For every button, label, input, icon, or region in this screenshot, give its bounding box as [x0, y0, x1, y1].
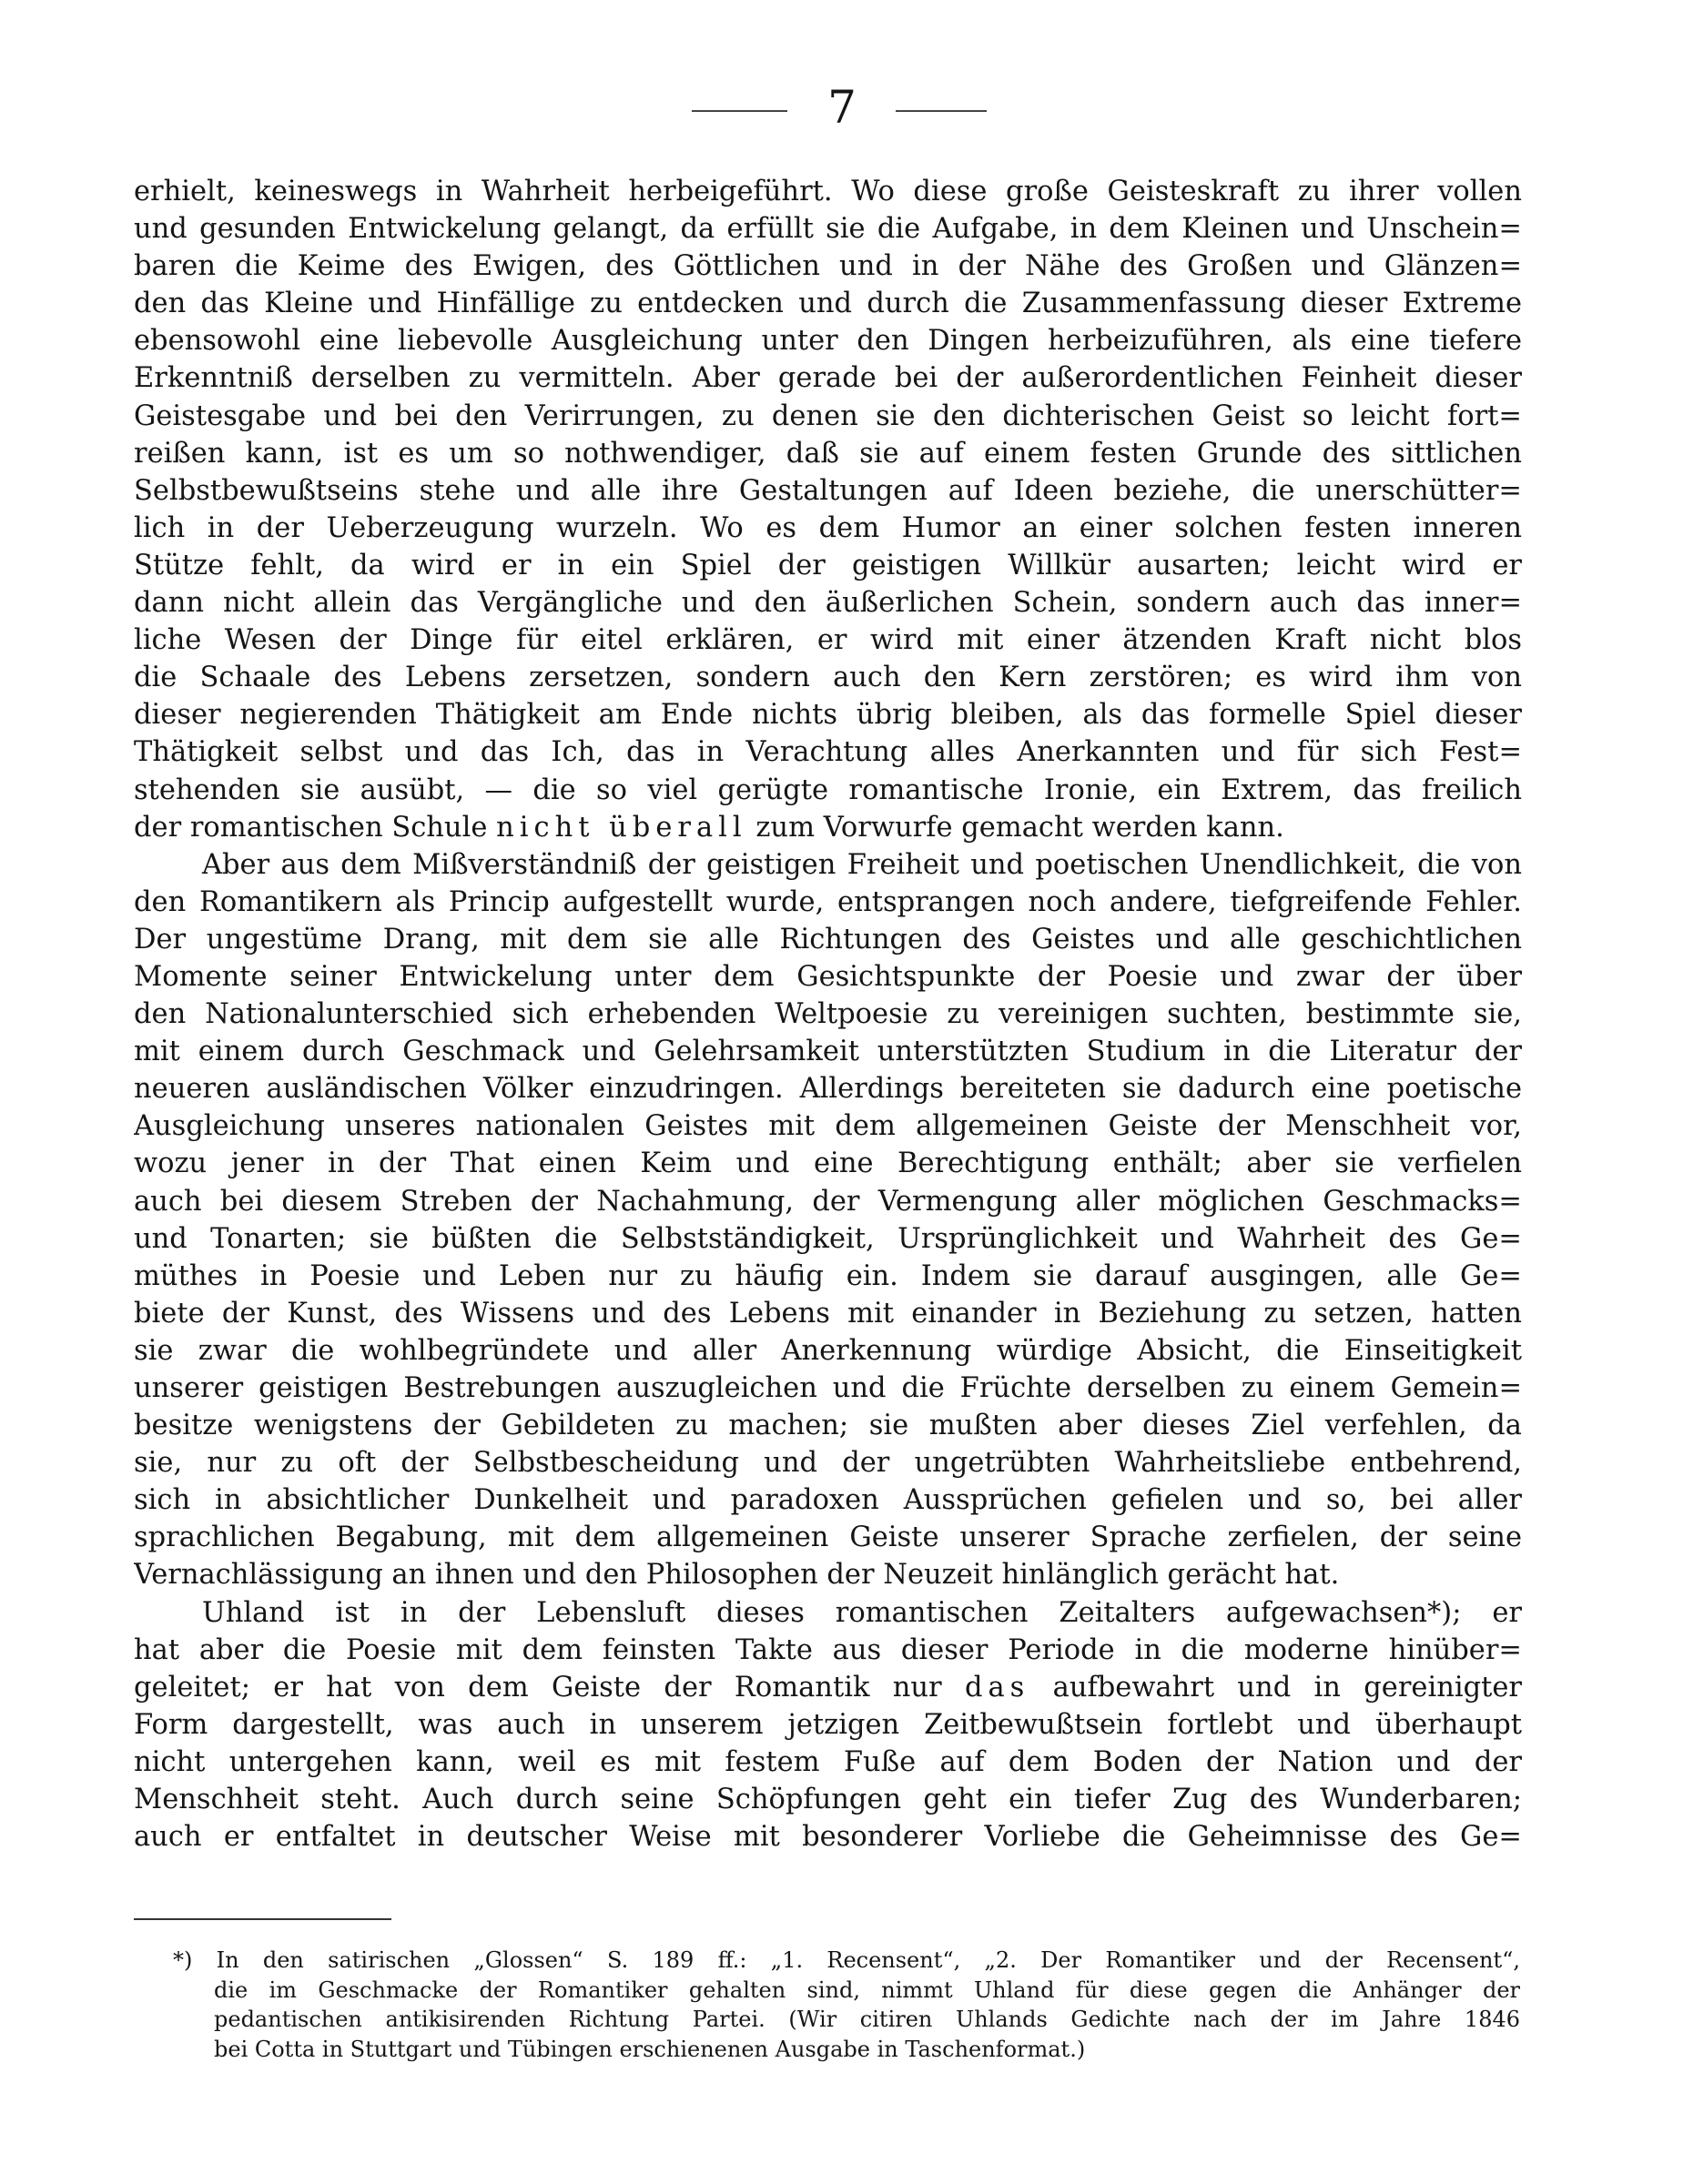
text-line: sie zwar die wohlbegründete und aller Anerkennung würdige Absicht, die Einseitigkeit	[134, 1334, 1522, 1367]
text-line: mit einem durch Geschmack und Gelehrsamkeit unterstützten Studium in die Literatur der	[134, 1036, 1522, 1068]
text-line: Erkenntniß derselben zu vermitteln. Aber gerade bei der außerordentlichen Feinheit dieser	[134, 362, 1522, 395]
text-line: Der ungestüme Drang, mit dem sie alle Richtungen des Geistes und alle geschichtlichen	[134, 923, 1522, 956]
footnote-line: pedantischen antikisirenden Richtung Partei. (Wir citiren Uhlands Gedichte nach der im Jahre 1846	[214, 2007, 1520, 2033]
text-line: neueren ausländischen Völker einzudringen. Allerdings bereiteten sie dadurch eine poetische	[134, 1073, 1522, 1106]
text-line: lich in der Ueberzeugung wurzeln. Wo es dem Humor an einer solchen festen inneren	[134, 511, 1522, 544]
footnote-divider	[134, 1918, 391, 1920]
header-rule-right	[896, 110, 987, 112]
text-line: Menschheit steht. Auch durch seine Schöpfungen geht ein tiefer Zug des Wunderbaren;	[134, 1784, 1522, 1816]
text-line: besitze wenigstens der Gebildeten zu machen; sie mußten aber dieses Ziel verfehlen, da	[134, 1410, 1522, 1442]
text-line: die Schaale des Lebens zersetzen, sondern auch den Kern zerstören; es wird ihm von	[134, 662, 1522, 694]
header-rule-left	[692, 110, 787, 112]
text-line: Uhland ist in der Lebensluft dieses romantischen Zeitalters aufgewachsen*); er	[202, 1596, 1522, 1629]
text-line: hat aber die Poesie mit dem feinsten Takte aus dieser Periode in die moderne hinüber=	[134, 1633, 1522, 1666]
text-line: reißen kann, ist es um so nothwendiger, daß sie auf einem festen Grunde des sittlichen	[134, 437, 1522, 470]
text-line: Vernachlässigung an ihnen und den Philosophen der Neuzeit hinlänglich gerächt hat.	[134, 1559, 1340, 1592]
text-segment: aufbewahrt und in gereinigter	[1029, 1671, 1522, 1704]
text-segment: der romantischen Schule	[134, 811, 497, 844]
text-line: auch bei diesem Streben der Nachahmung, der Vermengung aller möglichen Geschmacks=	[134, 1185, 1522, 1218]
text-line: unserer geistigen Bestrebungen auszugleichen und die Früchte derselben zu einem Gemein=	[134, 1372, 1522, 1404]
text-segment: zum Vorwurfe gemacht werden kann.	[746, 811, 1284, 844]
text-line: sich in absichtlicher Dunkelheit und paradoxen Aussprüchen gefielen und so, bei aller	[134, 1484, 1522, 1517]
emphasized-text: nicht überall	[496, 811, 747, 844]
text-line: Stütze fehlt, da wird er in ein Spiel der geistigen Willkür ausarten; leicht wird er	[134, 549, 1522, 581]
page-number: 7	[827, 81, 857, 134]
emphasized-text: das	[964, 1671, 1030, 1704]
text-segment: geleitet; er hat von dem Geiste der Romantik nur	[134, 1671, 965, 1704]
text-line: erhielt, keineswegs in Wahrheit herbeigeführt. Wo diese große Geisteskraft zu ihrer vollen	[134, 176, 1522, 207]
text-line: Thätigkeit selbst und das Ich, das in Verachtung alles Anerkannten und für sich Fest=	[134, 736, 1522, 769]
footnote	[173, 1946, 1520, 2064]
text-line: Form dargestellt, was auch in unserem jetzigen Zeitbewußtsein fortlebt und überhaupt	[134, 1708, 1522, 1741]
text-line: und gesunden Entwickelung gelangt, da erfüllt sie die Aufgabe, in dem Kleinen und Unschein=	[134, 213, 1522, 246]
main-text	[134, 173, 1522, 1855]
footnote-line: bei Cotta in Stuttgart und Tübingen erschienenen Ausgabe in Taschenformat.)	[214, 2036, 1086, 2062]
text-line: sprachlichen Begabung, mit dem allgemeinen Geiste unserer Sprache zerfielen, der seine	[134, 1522, 1522, 1554]
text-line: den Romantikern als Princip aufgestellt wurde, entsprangen noch andere, tiefgreifende Fehler.	[134, 885, 1522, 918]
text-line: liche Wesen der Dinge für eitel erklären, er wird mit einer ätzenden Kraft nicht blos	[134, 624, 1522, 657]
text-line: auch er entfaltet in deutscher Weise mit besonderer Vorliebe die Geheimnisse des Ge=	[134, 1821, 1522, 1854]
text-line: und Tonarten; sie büßten die Selbstständigkeit, Ursprünglichkeit und Wahrheit des Ge=	[134, 1222, 1522, 1255]
text-line: Geistesgabe und bei den Verirrungen, zu denen sie den dichterischen Geist so leicht fort=	[134, 399, 1522, 432]
page-header	[0, 80, 1683, 135]
text-line: Ausgleichung unseres nationalen Geistes mit dem allgemeinen Geiste der Menschheit vor,	[134, 1110, 1522, 1143]
text-line: dieser negierenden Thätigkeit am Ende nichts übrig bleiben, als das formelle Spiel dieser	[134, 699, 1522, 732]
footnote-line: die im Geschmacke der Romantiker gehalten sind, nimmt Uhland für diese gegen die Anhänger der	[214, 1977, 1520, 2003]
text-line: nicht untergehen kann, weil es mit festem Fuße auf dem Boden der Nation und der	[134, 1745, 1522, 1778]
footnote-line: *) In den satirischen „Glossen“ S. 189 ff.: „1. Recensent“, „2. Der Romantiker und der Recensent“,	[173, 1947, 1520, 1973]
text-line: baren die Keime des Ewigen, des Göttlichen und in der Nähe des Großen und Glänzen=	[134, 250, 1522, 283]
text-line: Selbstbewußtseins stehe und alle ihre Gestaltungen auf Ideen beziehe, die unerschütter=	[134, 474, 1522, 507]
text-line: wozu jener in der That einen Keim und eine Berechtigung enthält; aber sie verfielen	[134, 1148, 1522, 1180]
text-line: ebensowohl eine liebevolle Ausgleichung unter den Dingen herbeizuführen, als eine tiefere	[134, 325, 1522, 358]
text-line: müthes in Poesie und Leben nur zu häufig ein. Indem sie darauf ausgingen, alle Ge=	[134, 1259, 1522, 1292]
text-line: dann nicht allein das Vergängliche und den äußerlichen Schein, sondern auch das inner=	[134, 587, 1522, 620]
text-line: Momente seiner Entwickelung unter dem Gesichtspunkte der Poesie und zwar der über	[134, 960, 1522, 993]
text-line	[134, 1669, 1522, 1706]
text-line: Aber aus dem Mißverständniß der geistigen Freiheit und poetischen Unendlichkeit, die von	[202, 848, 1522, 881]
text-line: sie, nur zu oft der Selbstbescheidung und der ungetrübten Wahrheitsliebe entbehrend,	[134, 1447, 1522, 1480]
text-line	[134, 809, 1522, 846]
text-line: biete der Kunst, des Wissens und des Lebens mit einander in Beziehung zu setzen, hatten	[134, 1297, 1522, 1330]
text-line: den das Kleine und Hinfällige zu entdecken und durch die Zusammenfassung dieser Extreme	[134, 288, 1522, 320]
text-line: den Nationalunterschied sich erhebenden Weltpoesie zu vereinigen suchten, bestimmte sie,	[134, 998, 1522, 1031]
text-line: stehenden sie ausübt, — die so viel gerügte romantische Ironie, ein Extrem, das freilich	[134, 774, 1522, 806]
